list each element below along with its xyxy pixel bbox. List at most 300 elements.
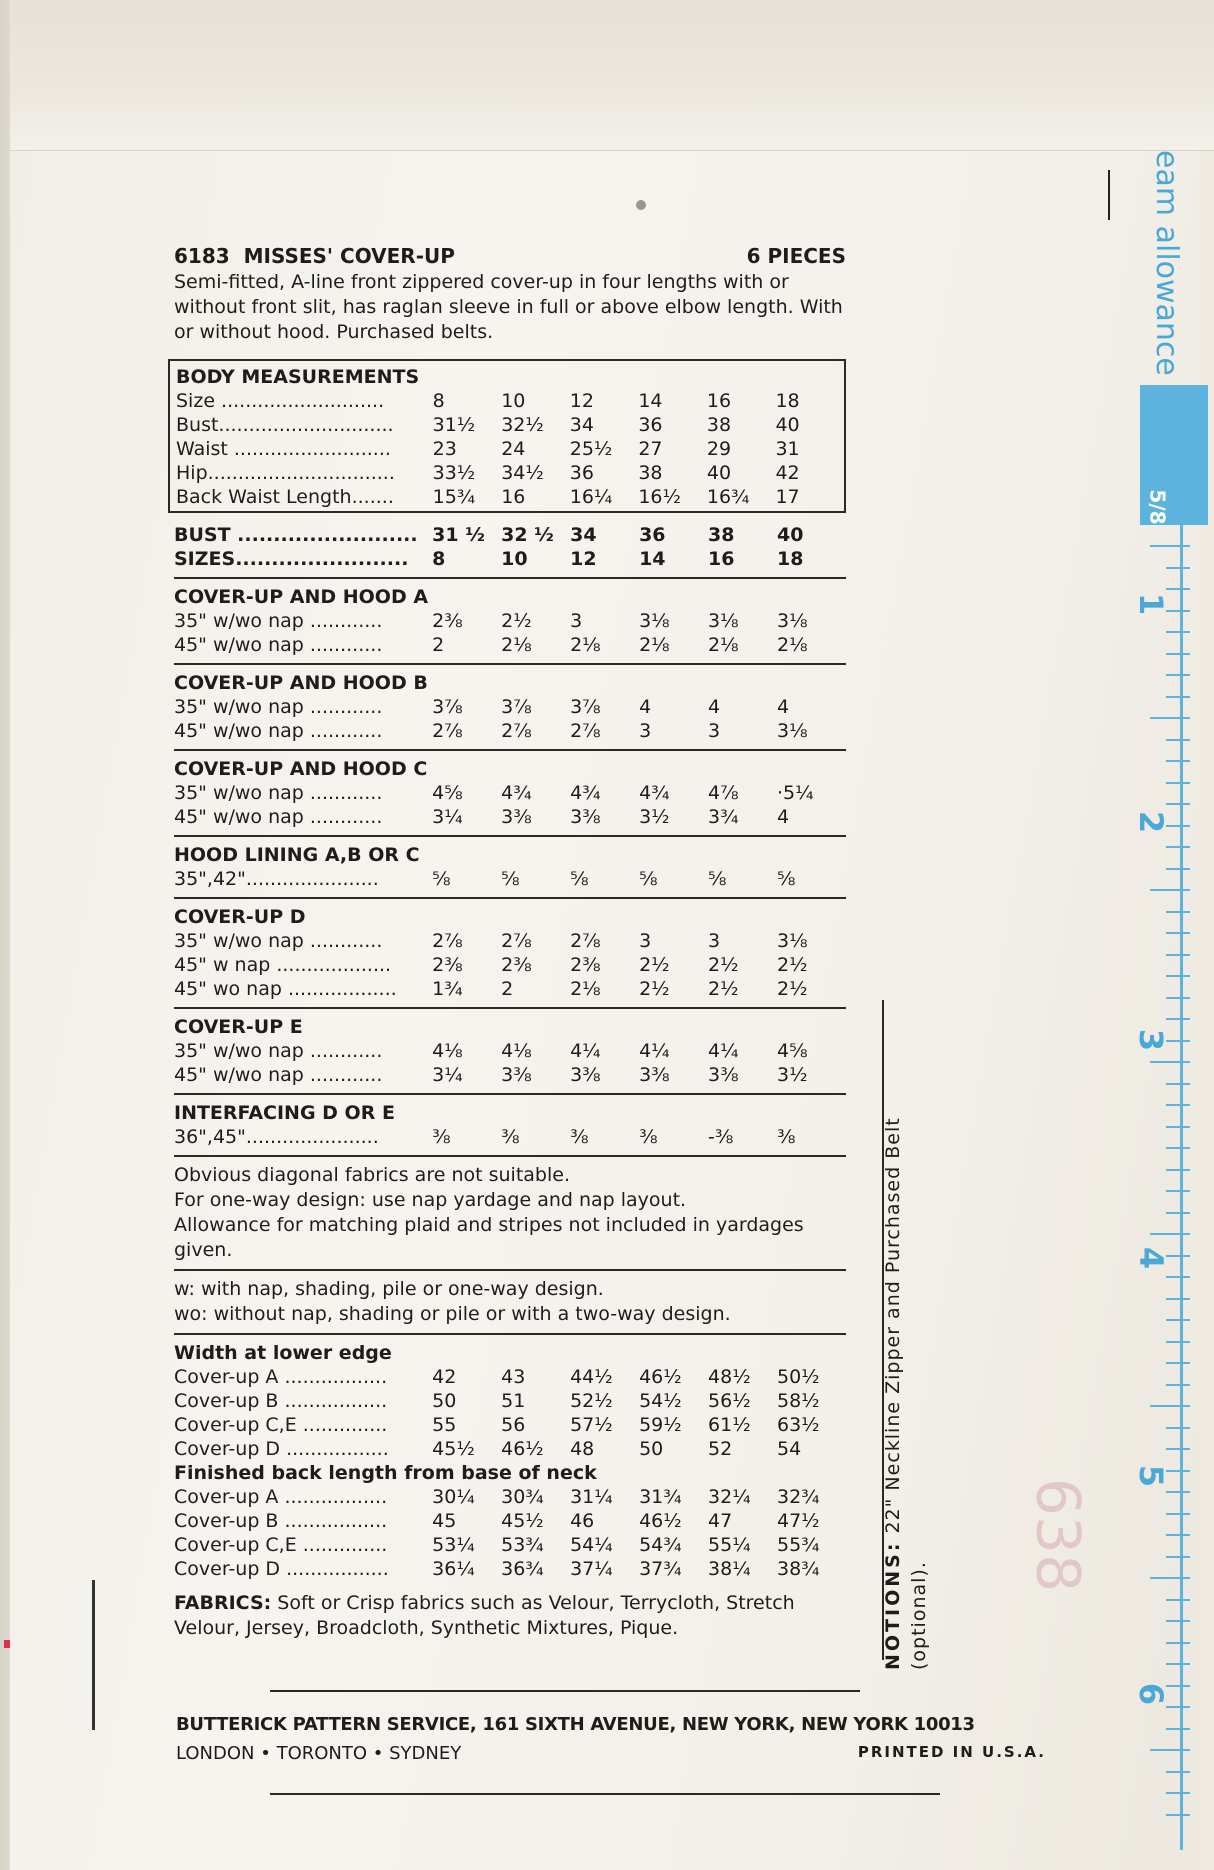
row-value: 4⅝ xyxy=(432,782,463,804)
row-value: 2⅛ xyxy=(501,634,532,656)
pattern-title xyxy=(174,244,455,270)
pattern-description: Semi-fitted, A-line front zippered cover-up in four lengths with or without front slit, has raglan sleeve in full or above elbow length. With or without hood. Purchased belts. xyxy=(174,271,843,343)
ruler-tick xyxy=(1166,954,1190,956)
ruler-tick xyxy=(1166,1212,1190,1214)
row-value: 55¼ xyxy=(708,1534,751,1556)
row-value: 17 xyxy=(775,486,800,508)
ruler-number: 6 xyxy=(1132,1682,1171,1706)
row-value: 16 xyxy=(708,548,735,570)
row-value: 4 xyxy=(777,806,790,828)
row-value: 29 xyxy=(706,438,732,460)
row-value: 2½ xyxy=(639,954,670,976)
row-value: 3⅜ xyxy=(570,1064,601,1086)
row-value: 2⅞ xyxy=(501,930,532,952)
row-value: 51 xyxy=(501,1390,526,1412)
row-value: 36 xyxy=(569,462,594,484)
ruler-tick xyxy=(1150,1577,1190,1579)
row-value: 2½ xyxy=(777,978,808,1000)
title-row xyxy=(174,244,846,270)
row-value: 14 xyxy=(638,390,663,412)
row-value: ⅜ xyxy=(501,1126,520,1148)
table-row xyxy=(176,461,844,485)
piece-count: 6 PIECES xyxy=(746,244,846,268)
notions-text: 22" Neckline Zipper and Purchased Belt xyxy=(882,1117,904,1541)
row-label: 35" w/wo nap ............ xyxy=(174,610,383,632)
row-value: 2⅞ xyxy=(501,720,532,742)
row-value: 3⅛ xyxy=(708,610,739,632)
table-row xyxy=(174,805,846,829)
row-value: 12 xyxy=(570,548,597,570)
table-row xyxy=(174,523,846,547)
row-value: 2⅜ xyxy=(501,954,532,976)
publisher-cities: LONDON • TORONTO • SYDNEY xyxy=(176,1743,462,1764)
ruler-tick xyxy=(1166,739,1190,741)
row-label: Cover-up B ................. xyxy=(174,1510,388,1532)
row-label: 45" w/wo nap ............ xyxy=(174,806,383,828)
row-value: 2⅛ xyxy=(777,634,808,656)
ruler-tick xyxy=(1166,696,1190,698)
row-label: Bust............................. xyxy=(176,414,394,436)
yardage-section xyxy=(174,1007,846,1087)
row-value: 3½ xyxy=(639,806,670,828)
row-value: ⅝ xyxy=(432,868,451,890)
row-value: 3¾ xyxy=(708,806,739,828)
ruler-tick xyxy=(1150,889,1190,891)
ruler-tick xyxy=(1166,1018,1190,1020)
ruler-tick xyxy=(1166,1814,1190,1816)
ruler-tick xyxy=(1150,1405,1190,1407)
ruler-tick xyxy=(1166,1771,1190,1773)
pattern-name: MISSES' COVER-UP xyxy=(243,244,455,268)
row-label: 35",42"...................... xyxy=(174,868,379,890)
row-value: 32 ½ xyxy=(501,524,554,546)
row-value: 42 xyxy=(432,1366,457,1388)
row-value: 4 xyxy=(639,696,652,718)
row-value: 4 xyxy=(777,696,790,718)
row-value: 37¼ xyxy=(570,1558,613,1580)
row-value: ⅝ xyxy=(639,868,658,890)
row-value: 2 xyxy=(501,978,514,1000)
row-value: 4¼ xyxy=(708,1040,739,1062)
row-value: ·5¼ xyxy=(777,782,814,804)
table-row xyxy=(174,953,846,977)
row-value: 40 xyxy=(775,414,800,436)
row-value: 18 xyxy=(775,390,800,412)
row-value: 33½ xyxy=(432,462,476,484)
fabric-notes xyxy=(174,1155,846,1263)
fabrics-note xyxy=(174,1591,846,1641)
notions-text-optional: (optional). xyxy=(908,1561,930,1670)
section-heading: HOOD LINING A,B OR C xyxy=(174,844,420,866)
ruler-tick xyxy=(1166,932,1190,934)
row-value: 55¾ xyxy=(777,1534,820,1556)
table-row xyxy=(174,1365,846,1389)
notions-note xyxy=(880,970,940,1670)
stamp-number: 638 xyxy=(1022,1477,1093,1593)
ruler-tick xyxy=(1166,1319,1190,1321)
row-value: -⅜ xyxy=(708,1126,734,1148)
row-value: 53¼ xyxy=(432,1534,475,1556)
margin-line xyxy=(92,1580,95,1730)
row-value: 4⅛ xyxy=(501,1040,532,1062)
table-row xyxy=(174,867,846,891)
row-value: 3⅜ xyxy=(639,1064,670,1086)
divider-line xyxy=(270,1690,860,1692)
row-label: 45" wo nap .................. xyxy=(174,978,397,1000)
row-label: Cover-up A ................. xyxy=(174,1366,388,1388)
row-value: 42 xyxy=(775,462,800,484)
body-measurements-box xyxy=(168,359,846,513)
table-row xyxy=(174,1063,846,1087)
row-value: 8 xyxy=(432,390,445,412)
row-value: 2½ xyxy=(708,978,739,1000)
row-value: 54 xyxy=(777,1438,802,1460)
row-value: 32½ xyxy=(501,414,544,436)
row-value: 50 xyxy=(639,1438,664,1460)
row-value: 32¾ xyxy=(777,1486,820,1508)
row-value: 48½ xyxy=(708,1366,751,1388)
ruler-tick xyxy=(1166,674,1190,676)
note-line: Obvious diagonal fabrics are not suitable. xyxy=(174,1164,570,1186)
ruler-tick xyxy=(1166,1556,1190,1558)
ruler-tick xyxy=(1166,1083,1190,1085)
ruler-tick xyxy=(1166,1362,1190,1364)
ruler-tick xyxy=(1150,1233,1190,1235)
ruler-edge-line xyxy=(1108,170,1110,220)
row-value: 16 xyxy=(706,390,732,412)
table-row xyxy=(174,1039,846,1063)
ruler-tick xyxy=(1166,1147,1190,1149)
ruler-fraction: 5/8 xyxy=(1145,489,1170,525)
row-value: 30¼ xyxy=(432,1486,475,1508)
nap-note-line: wo: without nap, shading or pile or with a two-way design. xyxy=(174,1303,731,1325)
row-value: 16½ xyxy=(638,486,681,508)
row-value: 45½ xyxy=(501,1510,544,1532)
table-row xyxy=(174,1557,846,1581)
row-value: 54½ xyxy=(639,1390,682,1412)
table-row xyxy=(174,1509,846,1533)
table-row xyxy=(174,1533,846,1557)
ruler-number: 1 xyxy=(1132,592,1171,616)
row-label: Size ........................... xyxy=(176,390,385,412)
width-lower-edge-table xyxy=(174,1365,846,1461)
row-value: 4⅞ xyxy=(708,782,739,804)
ruler-tick xyxy=(1166,1792,1190,1794)
row-value: 25½ xyxy=(569,438,613,460)
row-value: 46½ xyxy=(639,1366,682,1388)
table-row xyxy=(174,781,846,805)
row-value: 3¼ xyxy=(432,1064,463,1086)
ruler-tick xyxy=(1166,1384,1190,1386)
row-label: 35" w/wo nap ............ xyxy=(174,696,383,718)
row-value: 52½ xyxy=(570,1390,613,1412)
row-value: ⅜ xyxy=(777,1126,796,1148)
row-value: 2⅛ xyxy=(639,634,670,656)
row-value: 2⅞ xyxy=(432,930,463,952)
ruler-tick xyxy=(1166,1706,1190,1708)
row-label: Cover-up A ................. xyxy=(174,1486,388,1508)
row-value: 2⅜ xyxy=(432,954,463,976)
row-label: 45" w/wo nap ............ xyxy=(174,720,383,742)
row-value: 43 xyxy=(501,1366,526,1388)
table-row xyxy=(174,1413,846,1437)
row-value: 31¾ xyxy=(639,1486,682,1508)
row-label: Cover-up B ................. xyxy=(174,1390,388,1412)
row-value: ⅜ xyxy=(570,1126,589,1148)
row-value: 3 xyxy=(708,930,721,952)
back-length-table xyxy=(174,1485,846,1581)
row-value: 34 xyxy=(570,524,597,546)
row-label: Waist .......................... xyxy=(176,438,391,460)
table-row xyxy=(174,719,846,743)
ruler-tick xyxy=(1166,1642,1190,1644)
ruler-tick xyxy=(1166,1599,1190,1601)
yardage-section xyxy=(174,663,846,743)
row-value: 55 xyxy=(432,1414,457,1436)
row-value: 36 xyxy=(638,414,663,436)
yardage-section xyxy=(174,897,846,1001)
table-row xyxy=(174,1485,846,1509)
row-value: ⅝ xyxy=(501,868,520,890)
ruler-tick xyxy=(1166,975,1190,977)
ruler-tick xyxy=(1166,1491,1190,1493)
row-value: 2½ xyxy=(708,954,739,976)
row-value: 15¾ xyxy=(432,486,476,508)
ruler-tick xyxy=(1166,1427,1190,1429)
row-label: 36",45"...................... xyxy=(174,1126,379,1148)
row-value: 54¼ xyxy=(570,1534,613,1556)
yardage-section xyxy=(174,749,846,829)
row-value: 50 xyxy=(432,1390,457,1412)
ruler-tick xyxy=(1166,653,1190,655)
row-value: 3⅛ xyxy=(777,930,808,952)
ruler-tick xyxy=(1166,997,1190,999)
ruler-tick xyxy=(1166,911,1190,913)
row-value: 31¼ xyxy=(570,1486,613,1508)
row-value: 12 xyxy=(569,390,594,412)
row-value: 57½ xyxy=(570,1414,613,1436)
row-value: 4¾ xyxy=(501,782,532,804)
note-line: Allowance for matching plaid and stripes not included in yardages given. xyxy=(174,1214,804,1261)
ruler-tick xyxy=(1166,803,1190,805)
row-value: 4¾ xyxy=(570,782,601,804)
ruler-number: 2 xyxy=(1132,810,1171,834)
row-value: 45 xyxy=(432,1510,457,1532)
ruler-tick xyxy=(1166,631,1190,633)
row-value: 2½ xyxy=(777,954,808,976)
table-row xyxy=(176,413,844,437)
row-value: 18 xyxy=(777,548,804,570)
bust-sizes-table xyxy=(174,523,846,571)
ruler-number: 4 xyxy=(1132,1246,1171,1270)
back-length-heading: Finished back length from base of neck xyxy=(174,1462,597,1484)
row-value: ⅜ xyxy=(432,1126,451,1148)
row-label: Back Waist Length....... xyxy=(176,486,394,508)
row-value: 4¼ xyxy=(570,1040,601,1062)
row-value: 3⅞ xyxy=(432,696,463,718)
row-value: 38 xyxy=(638,462,663,484)
row-value: 4⅛ xyxy=(432,1040,463,1062)
ruler-tick xyxy=(1166,760,1190,762)
row-value: 45½ xyxy=(432,1438,475,1460)
row-value: 3⅞ xyxy=(570,696,601,718)
row-value: 34½ xyxy=(501,462,544,484)
yardage-section xyxy=(174,1093,846,1149)
table-row xyxy=(174,609,846,633)
row-value: 3⅜ xyxy=(570,806,601,828)
section-heading: COVER-UP AND HOOD A xyxy=(174,586,429,608)
table-row xyxy=(174,547,846,571)
row-value: 2⅛ xyxy=(570,634,601,656)
row-value: 36¾ xyxy=(501,1558,544,1580)
table-row xyxy=(174,977,846,1001)
row-value: 3⅜ xyxy=(501,1064,532,1086)
row-value: 3 xyxy=(570,610,583,632)
row-value: 50½ xyxy=(777,1366,820,1388)
row-value: 2½ xyxy=(639,978,670,1000)
body-measurements-table xyxy=(176,389,844,509)
row-value: 8 xyxy=(432,548,446,570)
ruler-tick xyxy=(1166,588,1190,590)
row-value: 3⅛ xyxy=(639,610,670,632)
row-value: 46 xyxy=(570,1510,595,1532)
row-value: 61½ xyxy=(708,1414,751,1436)
envelope-flap xyxy=(10,0,1214,151)
row-value: 2 xyxy=(432,634,445,656)
row-value: ⅝ xyxy=(708,868,727,890)
row-value: 46½ xyxy=(501,1438,544,1460)
row-value: 36¼ xyxy=(432,1558,475,1580)
row-value: 56 xyxy=(501,1414,526,1436)
row-value: 2⅞ xyxy=(570,930,601,952)
width-lower-edge-section xyxy=(174,1333,846,1581)
row-value: 63½ xyxy=(777,1414,820,1436)
table-row xyxy=(176,485,844,509)
nap-notes xyxy=(174,1269,846,1327)
row-value: 3⅜ xyxy=(708,1064,739,1086)
ruler-tick xyxy=(1166,1104,1190,1106)
row-value: 2⅛ xyxy=(570,978,601,1000)
row-value: 4 xyxy=(708,696,721,718)
row-value: 36 xyxy=(639,524,666,546)
row-label: 45" w/wo nap ............ xyxy=(174,1064,383,1086)
row-value: 31 xyxy=(775,438,800,460)
row-value: 2½ xyxy=(501,610,532,632)
ruler-tick xyxy=(1166,1448,1190,1450)
row-value: 40 xyxy=(777,524,804,546)
nap-note-line: w: with nap, shading, pile or one-way design. xyxy=(174,1278,604,1300)
row-value: 34 xyxy=(569,414,594,436)
yardage-section xyxy=(174,577,846,657)
ruler-tick xyxy=(1166,1534,1190,1536)
row-label: SIZES........................ xyxy=(174,548,409,570)
ruler-tick xyxy=(1150,717,1190,719)
table-row xyxy=(174,633,846,657)
row-value: 4¼ xyxy=(639,1040,670,1062)
pattern-number: 6183 xyxy=(174,244,230,268)
table-row xyxy=(174,1389,846,1413)
punch-hole xyxy=(636,200,646,210)
body-measurements-heading: BODY MEASUREMENTS xyxy=(176,366,420,388)
table-row xyxy=(176,437,844,461)
row-value: 2⅜ xyxy=(570,954,601,976)
row-value: 3 xyxy=(708,720,721,742)
row-label: Hip............................... xyxy=(176,462,395,484)
row-value: 2⅛ xyxy=(708,634,739,656)
ruler-tick xyxy=(1166,1169,1190,1171)
row-value: 27 xyxy=(638,438,663,460)
table-row xyxy=(174,1437,846,1461)
ruler-tick xyxy=(1150,1061,1190,1063)
row-value: 38¾ xyxy=(777,1558,820,1580)
row-value: 56½ xyxy=(708,1390,751,1412)
row-value: 3⅞ xyxy=(501,696,532,718)
ruler-tick xyxy=(1166,782,1190,784)
row-label: Cover-up C,E .............. xyxy=(174,1414,388,1436)
row-value: 59½ xyxy=(639,1414,682,1436)
row-value: 47½ xyxy=(777,1510,820,1532)
row-value: 16 xyxy=(501,486,526,508)
publisher-address: BUTTERICK PATTERN SERVICE, 161 SIXTH AVENUE, NEW YORK, NEW YORK 10013 xyxy=(176,1714,975,1735)
fabrics-text: Soft or Crisp fabrics such as Velour, Terrycloth, Stretch Velour, Jersey, Broadcloth, Synthetic Mixtures, Pique. xyxy=(174,1592,795,1639)
row-value: ⅝ xyxy=(777,868,796,890)
yardage-sections xyxy=(174,577,846,1149)
row-label: Cover-up D ................. xyxy=(174,1558,389,1580)
row-value: 23 xyxy=(432,438,457,460)
row-value: 38 xyxy=(706,414,732,436)
row-value: 16¼ xyxy=(569,486,613,508)
note-line: For one-way design: use nap yardage and nap layout. xyxy=(174,1189,687,1211)
ruler-tick xyxy=(1150,545,1190,547)
ruler-tick xyxy=(1166,1126,1190,1128)
row-value: 47 xyxy=(708,1510,733,1532)
row-value: 54¾ xyxy=(639,1534,682,1556)
ruler-tick xyxy=(1166,567,1190,569)
ruler-line xyxy=(1180,520,1183,1850)
row-label: 45" w/wo nap ............ xyxy=(174,634,383,656)
yardage-section xyxy=(174,835,846,891)
section-heading: COVER-UP D xyxy=(174,906,306,928)
ruler-tick xyxy=(1150,1749,1190,1751)
ruler-tick xyxy=(1166,1298,1190,1300)
row-value: 31 ½ xyxy=(432,524,485,546)
table-row xyxy=(176,389,844,413)
row-value: 52 xyxy=(708,1438,733,1460)
ruler-tick xyxy=(1166,1276,1190,1278)
row-label: Cover-up C,E .............. xyxy=(174,1534,388,1556)
section-heading: COVER-UP AND HOOD B xyxy=(174,672,428,694)
row-label: 35" w/wo nap ............ xyxy=(174,930,383,952)
row-value: 24 xyxy=(501,438,526,460)
row-value: ⅝ xyxy=(570,868,589,890)
ruler-tick xyxy=(1166,1513,1190,1515)
printed-in: PRINTED IN U.S.A. xyxy=(857,1743,1046,1761)
row-value: 3¼ xyxy=(432,806,463,828)
row-value: 3 xyxy=(639,720,652,742)
row-value: 32¼ xyxy=(708,1486,751,1508)
publisher-info xyxy=(176,1714,1046,1764)
row-value: 3⅛ xyxy=(777,720,808,742)
table-row xyxy=(174,695,846,719)
ruler-tick xyxy=(1166,868,1190,870)
red-mark xyxy=(4,1640,10,1648)
row-value: 48 xyxy=(570,1438,595,1460)
ruler-tick xyxy=(1166,1190,1190,1192)
section-heading: COVER-UP E xyxy=(174,1016,303,1038)
row-value: 3⅜ xyxy=(501,806,532,828)
row-label: 35" w/wo nap ............ xyxy=(174,1040,383,1062)
fabrics-label: FABRICS: xyxy=(174,1592,272,1614)
